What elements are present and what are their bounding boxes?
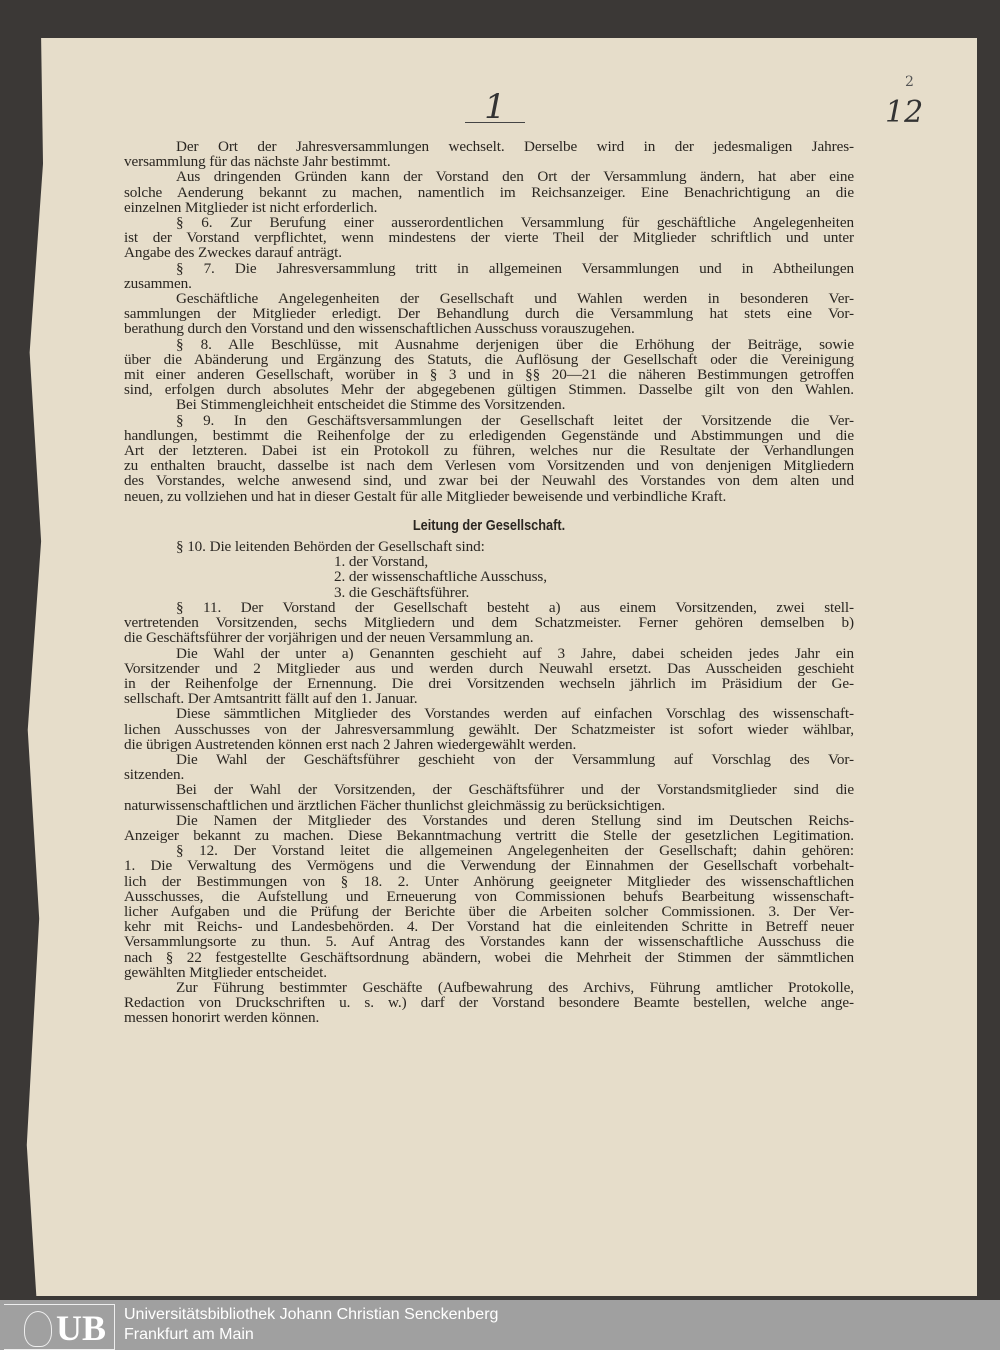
list-item: 1. der Vorstand, (334, 554, 429, 570)
authorities-list (124, 554, 854, 600)
text-line: vertretenden Vorsitzenden, sechs Mitgliedern und dem Schatzmeister. Ferner gehören demselben b) (124, 615, 854, 631)
list-item: 2. der wissenschaftliche Ausschuss, (334, 569, 547, 585)
portrait-icon (24, 1311, 52, 1347)
text-line: § 9. In den Geschäftsversammlungen der Gesellschaft leitet der Vorsitzende die Ver- (176, 412, 854, 428)
library-name: Universitätsbibliothek Johann Christian Senckenberg (124, 1306, 499, 1323)
text-line: sammlungen der Mitglieder erledigt. Der Behandlung durch die Versammlung hat stets eine Vor- (124, 306, 854, 322)
text-line: versammlung für das nächste Jahr bestimmt. (124, 154, 391, 170)
text-line: neuen, zu vollziehen und hat in dieser Gestalt für alle Mitglieder beweisende und verbindliche Kraft. (124, 488, 727, 504)
text-line: Bei der Wahl der Vorsitzenden, der Geschäftsführer und der Vorstandsmitglieder sind die (176, 782, 854, 798)
margin-note-small: 2 (905, 74, 914, 90)
text-line: sitzenden. (124, 767, 185, 783)
library-location: Frankfurt am Main (124, 1326, 254, 1343)
text-line: solche Aenderung bekannt zu machen, namentlich im Reichsanzeiger. Eine Benachrichtigung an die (124, 184, 854, 200)
text-line: gewählten Mitglieder entscheidet. (124, 964, 327, 980)
list-item: 3. die Geschäftsführer. (334, 584, 470, 600)
text-line: über die Abänderung und Ergänzung des Statuts, die Auflösung der Gesellschaft oder die Vereinigung (124, 351, 854, 368)
text-line: naturwissenschaftlichen und ärztlichen Fächer thunlichst gleichmässig zu berücksichtigen. (124, 797, 666, 813)
text-line: Art der letzteren. Dabei ist ein Protokoll zu führen, welches nur die Resultate der Verhandlungen (124, 443, 854, 459)
library-logo: UB (4, 1304, 115, 1350)
handwritten-page-number: 1 (465, 92, 525, 123)
text-line: einzelnen Mitglieder ist nicht erforderlich. (124, 199, 378, 216)
text-line: Diese sämmtlichen Mitglieder des Vorstandes werden auf einfachen Vorschlag des wissenschaft- (176, 706, 854, 722)
text-line: Ausschusses, die Aufstellung und Erneuerung von Commissionen behufs Bearbeitung wissenschaft- (124, 888, 854, 904)
text-line: Geschäftliche Angelegenheiten der Gesellschaft und Wahlen werden in besonderen Ver- (176, 291, 854, 307)
text-line: zusammen. (124, 275, 192, 292)
text-line: die übrigen Austretenden können erst nach 2 Jahren wiedergewählt werden. (124, 736, 577, 752)
text-line: sellschaft. Der Amtsantritt fällt auf den 1. Januar. (124, 691, 418, 707)
text-line: § 7. Die Jahresversammlung tritt in allgemeinen Versammlungen und in Abtheilungen (176, 260, 854, 276)
text-line: berathung durch den Vorstand und den wissenschaftlichen Ausschuss vorauszugehen. (124, 321, 635, 337)
section-heading: Leitung der Gesellschaft. (412, 516, 566, 534)
text-line: Zur Führung bestimmter Geschäfte (Aufbewahrung des Archivs, Führung amtlicher Protokolle, (176, 979, 854, 996)
text-line: Angabe des Zweckes darauf anträgt. (124, 245, 342, 261)
text-line: lichen Ausschusses von der Jahresversammlung gewählt. Der Schatzmeister ist sofort wieder wählbar, (124, 721, 854, 737)
text-line: nach § 22 festgestellte Geschäftsordnung abändern, wobei die Mehrheit der Stimmen der sämmtlichen (124, 949, 854, 965)
text-line: Aus dringenden Gründen kann der Vorstand den Ort der Versammlung ändern, hat aber eine (176, 169, 854, 185)
text-line: Versammlungsorte zu thun. 5. Auf Antrag des Vorstandes kann der wissenschaftliche Ausschuss die (124, 934, 854, 950)
text-line: mit einer anderen Gesellschaft, worüber in § 3 und in §§ 20—21 die näheren Bestimmungen getroffen (124, 367, 854, 383)
text-line: licher Aufgaben und die Prüfung der Berichte über die Arbeiten solcher Commissionen. 3. Der Ver- (124, 903, 854, 920)
text-line: ist der Vorstand verpflichtet, wenn mindestens der vierte Theil der Mitglieder schriftlich und unter (124, 230, 854, 246)
text-line: in der Reihenfolge der Ernennung. Die drei Vorsitzenden wechseln jährlich im Präsidium der Ge- (124, 675, 854, 692)
document-body (124, 139, 854, 1026)
text-line: Der Ort der Jahresversammlungen wechselt. Derselbe wird in der jedesmaligen Jahres- (176, 139, 854, 155)
text-line: Die Wahl der Geschäftsführer geschieht von der Versammlung auf Vorschlag des Vor- (176, 751, 854, 768)
text-line: die Geschäftsführer der vorjährigen und der neuen Versammlung an. (124, 630, 534, 646)
text-line: 1. Die Verwaltung des Vermögens und die Verwendung der Einnahmen der Gesellschaft vorbehalt- (124, 858, 854, 874)
text-block-1 (124, 139, 854, 504)
text-line: Bei Stimmengleichheit entscheidet die Stimme des Vorsitzenden. (176, 397, 566, 413)
margin-note: 12 (885, 95, 924, 130)
text-line: zu enthalten braucht, dasselbe ist nach dem Verlesen vom Vorsitzenden und von denjenigen Mitgliedern (124, 458, 854, 474)
text-line: Vorsitzender und 2 Mitglieder aus und werden durch Neuwahl ersetzt. Das Ausscheiden geschieht (124, 660, 854, 676)
text-line: Die Namen der Mitglieder des Vorstandes und deren Stellung sind im Deutschen Reichs- (176, 812, 854, 828)
text-line: messen honorirt werden können. (124, 1010, 320, 1026)
text-line: des Vorstandes, welche anwesend sind, und zwar bei der Neuwahl des Vorstandes von dem alten und (124, 473, 854, 489)
text-line: § 8. Alle Beschlüsse, mit Ausnahme derjenigen über die Erhöhung der Beiträge, sowie (176, 336, 854, 352)
text-line: lich der Bestimmungen von § 18. 2. Unter Anhörung geeigneter Mitglieder des wissenschaftlichen (124, 873, 854, 889)
text-block-2 (124, 600, 854, 1026)
text-line: Die Wahl der unter a) Genannten geschieht auf 3 Jahre, dabei scheiden jedes Jahr ein (176, 645, 854, 661)
text-line: Redaction von Druckschriften u. s. w.) darf der Vorstand besondere Beamte bestellen, welche ange- (124, 995, 854, 1011)
library-footer (0, 1300, 1000, 1350)
paragraph-10: § 10. Die leitenden Behörden der Gesellschaft sind: (176, 539, 485, 555)
text-line: handlungen, bestimmt die Reihenfolge der zu erledigenden Gegenstände und Abstimmungen und die (124, 427, 854, 444)
text-line: § 11. Der Vorstand der Gesellschaft besteht a) aus einem Vorsitzenden, zwei stell- (176, 599, 854, 616)
text-line: Anzeiger bekannt zu machen. Diese Bekanntmachung vertritt die Stelle der gesetzlichen Legitimation. (124, 827, 854, 844)
text-line: kehr mit Reichs- und Landesbehörden. 4. Der Vorstand hat die einleitenden Schritte in Betreff neuer (124, 919, 854, 935)
text-line: sind, erfolgen durch absolutes Mehr der abgegebenen gültigen Stimmen. Dasselbe gilt von den Wahlen. (124, 382, 854, 398)
text-line: § 12. Der Vorstand leitet die allgemeinen Angelegenheiten der Gesellschaft; dahin gehören: (176, 843, 854, 859)
text-line: § 6. Zur Berufung einer ausserordentlichen Versammlung für geschäftliche Angelegenheiten (176, 215, 854, 231)
